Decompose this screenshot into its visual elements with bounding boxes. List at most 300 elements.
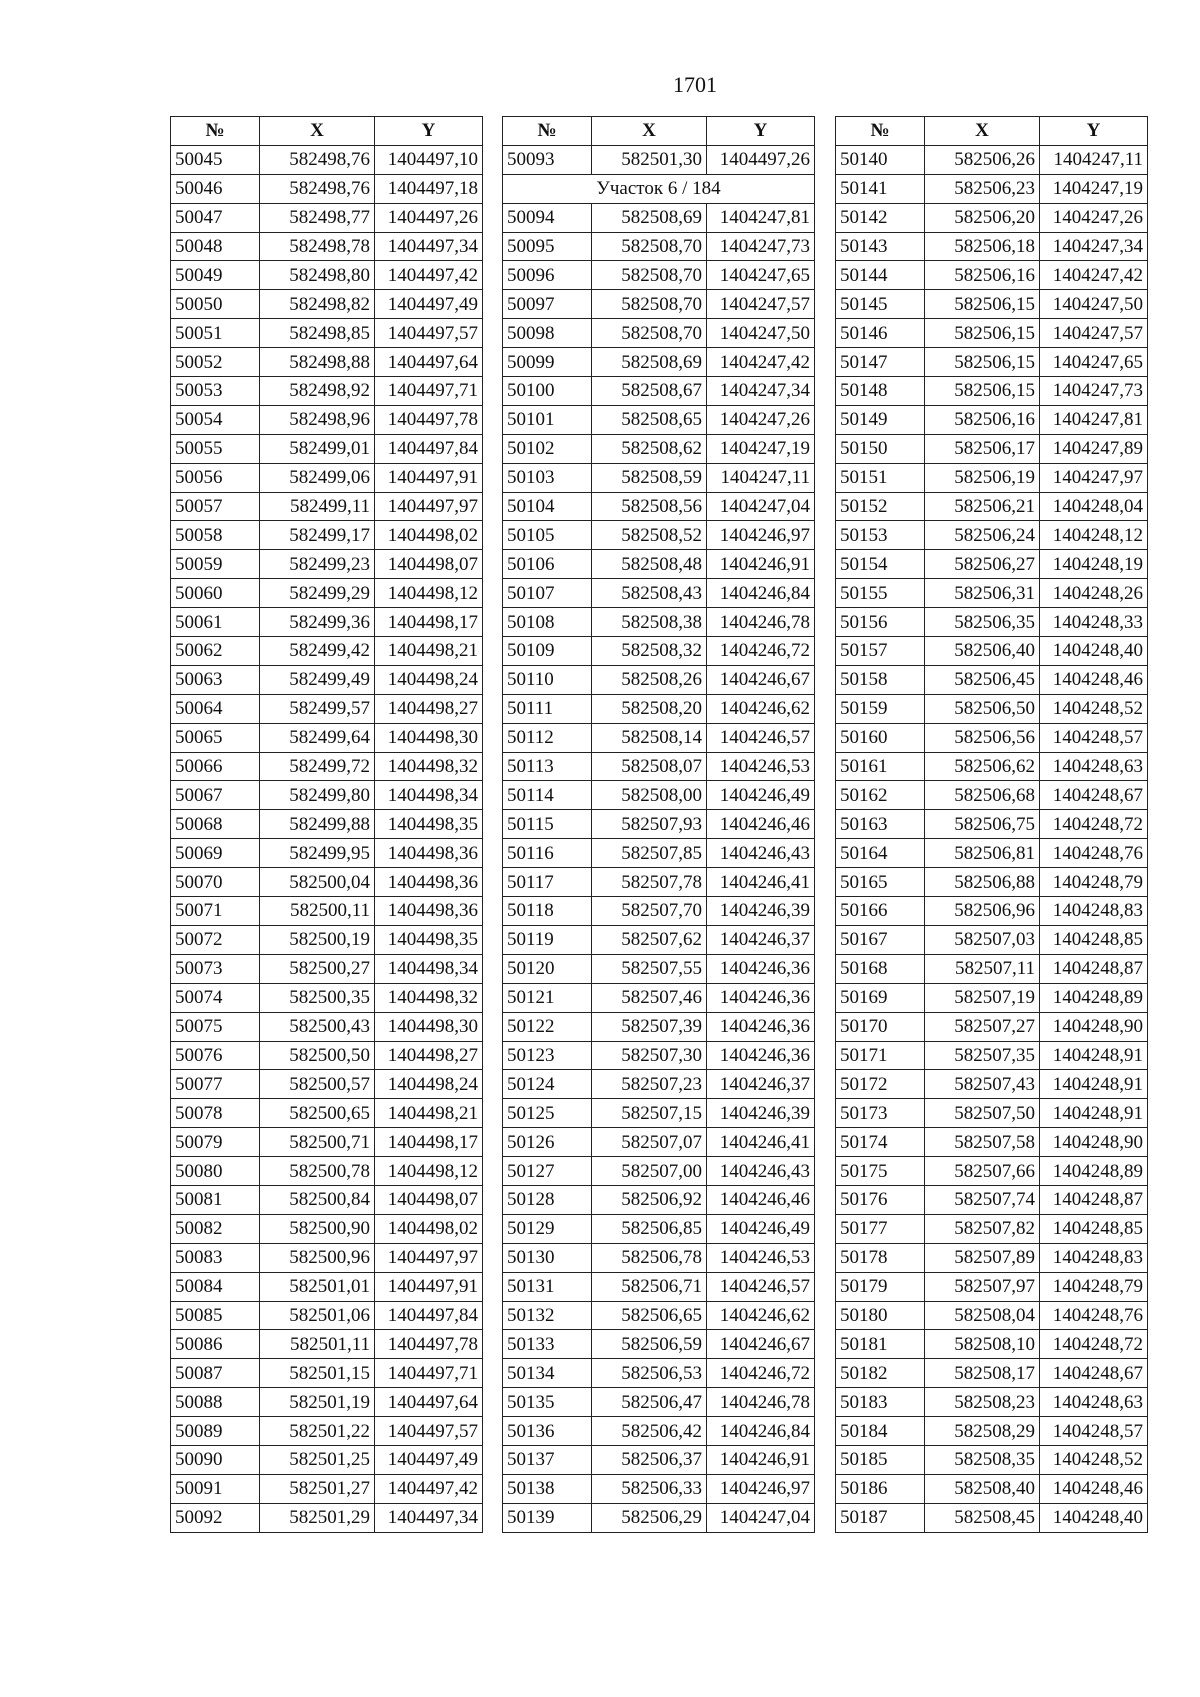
point-number-cell: 50163 (836, 810, 925, 839)
x-coordinate-cell: 582508,65 (592, 405, 707, 434)
point-number-cell: 50048 (171, 232, 260, 261)
point-number-cell: 50090 (171, 1445, 260, 1474)
point-number-cell: 50106 (503, 550, 592, 579)
y-coordinate-cell: 1404247,57 (1040, 319, 1148, 348)
point-number-cell: 50049 (171, 261, 260, 290)
point-number-cell: 50153 (836, 521, 925, 550)
x-coordinate-cell: 582508,52 (592, 521, 707, 550)
x-coordinate-cell: 582498,77 (260, 203, 375, 232)
y-coordinate-cell: 1404248,67 (1040, 1359, 1148, 1388)
x-coordinate-cell: 582508,70 (592, 290, 707, 319)
table-row (503, 145, 815, 174)
point-number-cell: 50091 (171, 1474, 260, 1503)
point-number-cell: 50125 (503, 1099, 592, 1128)
y-coordinate-cell: 1404498,36 (375, 897, 483, 926)
table-row (171, 752, 483, 781)
table-row (171, 261, 483, 290)
y-coordinate-cell: 1404246,43 (707, 1157, 815, 1186)
x-coordinate-cell: 582499,95 (260, 839, 375, 868)
table-row (503, 377, 815, 406)
x-coordinate-cell: 582508,43 (592, 579, 707, 608)
y-coordinate-cell: 1404497,64 (375, 348, 483, 377)
point-number-cell: 50058 (171, 521, 260, 550)
table-row (171, 637, 483, 666)
point-number-cell: 50167 (836, 925, 925, 954)
y-coordinate-cell: 1404248,85 (1040, 1214, 1148, 1243)
point-number-cell: 50054 (171, 405, 260, 434)
point-number-cell: 50137 (503, 1445, 592, 1474)
point-number-cell: 50084 (171, 1272, 260, 1301)
y-coordinate-cell: 1404498,21 (375, 637, 483, 666)
table-row (836, 1330, 1148, 1359)
x-coordinate-cell: 582508,40 (925, 1474, 1040, 1503)
table-row (171, 1474, 483, 1503)
header-y: Y (375, 117, 483, 146)
point-number-cell: 50056 (171, 463, 260, 492)
point-number-cell: 50154 (836, 550, 925, 579)
point-number-cell: 50070 (171, 868, 260, 897)
y-coordinate-cell: 1404246,39 (707, 1099, 815, 1128)
table-row (171, 1417, 483, 1446)
x-coordinate-cell: 582499,88 (260, 810, 375, 839)
y-coordinate-cell: 1404497,97 (375, 492, 483, 521)
x-coordinate-cell: 582499,42 (260, 637, 375, 666)
x-coordinate-cell: 582508,00 (592, 781, 707, 810)
point-number-cell: 50172 (836, 1070, 925, 1099)
table-row (503, 521, 815, 550)
x-coordinate-cell: 582506,65 (592, 1301, 707, 1330)
x-coordinate-cell: 582507,89 (925, 1243, 1040, 1272)
table-row (836, 1041, 1148, 1070)
y-coordinate-cell: 1404247,57 (707, 290, 815, 319)
y-coordinate-cell: 1404247,19 (707, 434, 815, 463)
y-coordinate-cell: 1404247,81 (707, 203, 815, 232)
point-number-cell: 50173 (836, 1099, 925, 1128)
point-number-cell: 50139 (503, 1503, 592, 1532)
x-coordinate-cell: 582508,59 (592, 463, 707, 492)
table-row (171, 348, 483, 377)
x-coordinate-cell: 582507,35 (925, 1041, 1040, 1070)
y-coordinate-cell: 1404497,42 (375, 1474, 483, 1503)
table-row (836, 1070, 1148, 1099)
table-row (171, 1070, 483, 1099)
table-row (836, 925, 1148, 954)
x-coordinate-cell: 582508,69 (592, 203, 707, 232)
y-coordinate-cell: 1404497,18 (375, 174, 483, 203)
x-coordinate-cell: 582501,01 (260, 1272, 375, 1301)
x-coordinate-cell: 582501,19 (260, 1388, 375, 1417)
x-coordinate-cell: 582508,26 (592, 665, 707, 694)
x-coordinate-cell: 582508,45 (925, 1503, 1040, 1532)
x-coordinate-cell: 582508,70 (592, 232, 707, 261)
table-row (171, 1012, 483, 1041)
y-coordinate-cell: 1404498,34 (375, 781, 483, 810)
table-row (836, 723, 1148, 752)
x-coordinate-cell: 582500,90 (260, 1214, 375, 1243)
table-row (171, 1301, 483, 1330)
y-coordinate-cell: 1404247,04 (707, 1503, 815, 1532)
header-x: X (925, 117, 1040, 146)
y-coordinate-cell: 1404498,30 (375, 723, 483, 752)
y-coordinate-cell: 1404248,46 (1040, 1474, 1148, 1503)
x-coordinate-cell: 582507,39 (592, 1012, 707, 1041)
point-number-cell: 50148 (836, 377, 925, 406)
table-row (171, 1503, 483, 1532)
point-number-cell: 50067 (171, 781, 260, 810)
y-coordinate-cell: 1404248,04 (1040, 492, 1148, 521)
table-row (171, 1445, 483, 1474)
x-coordinate-cell: 582506,53 (592, 1359, 707, 1388)
x-coordinate-cell: 582500,65 (260, 1099, 375, 1128)
y-coordinate-cell: 1404246,41 (707, 1128, 815, 1157)
y-coordinate-cell: 1404497,26 (375, 203, 483, 232)
x-coordinate-cell: 582501,06 (260, 1301, 375, 1330)
x-coordinate-cell: 582506,17 (925, 434, 1040, 463)
x-coordinate-cell: 582499,36 (260, 608, 375, 637)
point-number-cell: 50107 (503, 579, 592, 608)
point-number-cell: 50178 (836, 1243, 925, 1272)
x-coordinate-cell: 582507,85 (592, 839, 707, 868)
table-row (836, 954, 1148, 983)
table-row (171, 781, 483, 810)
x-coordinate-cell: 582506,15 (925, 290, 1040, 319)
y-coordinate-cell: 1404246,84 (707, 579, 815, 608)
table-row (171, 665, 483, 694)
x-coordinate-cell: 582507,50 (925, 1099, 1040, 1128)
coordinates-table-2 (502, 116, 815, 1533)
table-row (503, 1214, 815, 1243)
y-coordinate-cell: 1404248,90 (1040, 1012, 1148, 1041)
x-coordinate-cell: 582507,55 (592, 954, 707, 983)
point-number-cell: 50135 (503, 1388, 592, 1417)
point-number-cell: 50147 (836, 348, 925, 377)
x-coordinate-cell: 582499,80 (260, 781, 375, 810)
x-coordinate-cell: 582507,58 (925, 1128, 1040, 1157)
table-row (171, 839, 483, 868)
y-coordinate-cell: 1404247,65 (1040, 348, 1148, 377)
table-row (171, 1359, 483, 1388)
x-coordinate-cell: 582507,66 (925, 1157, 1040, 1186)
y-coordinate-cell: 1404246,72 (707, 637, 815, 666)
table-row (171, 983, 483, 1012)
point-number-cell: 50170 (836, 1012, 925, 1041)
y-coordinate-cell: 1404246,37 (707, 925, 815, 954)
x-coordinate-cell: 582500,57 (260, 1070, 375, 1099)
table-row (836, 1012, 1148, 1041)
x-coordinate-cell: 582506,50 (925, 694, 1040, 723)
x-coordinate-cell: 582506,15 (925, 319, 1040, 348)
table-row (503, 1070, 815, 1099)
x-coordinate-cell: 582500,84 (260, 1185, 375, 1214)
table-row (503, 1185, 815, 1214)
y-coordinate-cell: 1404248,91 (1040, 1041, 1148, 1070)
x-coordinate-cell: 582507,74 (925, 1185, 1040, 1214)
table-row (836, 1099, 1148, 1128)
x-coordinate-cell: 582506,29 (592, 1503, 707, 1532)
x-coordinate-cell: 582506,33 (592, 1474, 707, 1503)
y-coordinate-cell: 1404248,79 (1040, 1272, 1148, 1301)
point-number-cell: 50118 (503, 897, 592, 926)
x-coordinate-cell: 582508,56 (592, 492, 707, 521)
table-row (503, 1330, 815, 1359)
x-coordinate-cell: 582506,68 (925, 781, 1040, 810)
x-coordinate-cell: 582506,20 (925, 203, 1040, 232)
point-number-cell: 50146 (836, 319, 925, 348)
x-coordinate-cell: 582506,31 (925, 579, 1040, 608)
y-coordinate-cell: 1404246,46 (707, 810, 815, 839)
x-coordinate-cell: 582506,27 (925, 550, 1040, 579)
x-coordinate-cell: 582507,78 (592, 868, 707, 897)
point-number-cell: 50079 (171, 1128, 260, 1157)
table-row (503, 897, 815, 926)
x-coordinate-cell: 582508,70 (592, 261, 707, 290)
y-coordinate-cell: 1404248,52 (1040, 694, 1148, 723)
table-row (836, 1301, 1148, 1330)
y-coordinate-cell: 1404498,02 (375, 1214, 483, 1243)
point-number-cell: 50046 (171, 174, 260, 203)
table-row (836, 752, 1148, 781)
header-x: X (260, 117, 375, 146)
point-number-cell: 50149 (836, 405, 925, 434)
table-row (503, 319, 815, 348)
x-coordinate-cell: 582506,42 (592, 1417, 707, 1446)
point-number-cell: 50179 (836, 1272, 925, 1301)
table-row (503, 463, 815, 492)
y-coordinate-cell: 1404248,83 (1040, 897, 1148, 926)
x-coordinate-cell: 582507,82 (925, 1214, 1040, 1243)
y-coordinate-cell: 1404248,85 (1040, 925, 1148, 954)
table-row (503, 261, 815, 290)
y-coordinate-cell: 1404248,87 (1040, 954, 1148, 983)
x-coordinate-cell: 582501,22 (260, 1417, 375, 1446)
table-row (503, 203, 815, 232)
point-number-cell: 50141 (836, 174, 925, 203)
point-number-cell: 50134 (503, 1359, 592, 1388)
y-coordinate-cell: 1404247,42 (1040, 261, 1148, 290)
x-coordinate-cell: 582506,18 (925, 232, 1040, 261)
point-number-cell: 50050 (171, 290, 260, 319)
point-number-cell: 50138 (503, 1474, 592, 1503)
table-row (503, 752, 815, 781)
table-row (171, 1099, 483, 1128)
table-row (836, 608, 1148, 637)
table-row (836, 1474, 1148, 1503)
x-coordinate-cell: 582506,92 (592, 1185, 707, 1214)
point-number-cell: 50129 (503, 1214, 592, 1243)
y-coordinate-cell: 1404497,49 (375, 290, 483, 319)
x-coordinate-cell: 582508,29 (925, 1417, 1040, 1446)
point-number-cell: 50176 (836, 1185, 925, 1214)
x-coordinate-cell: 582500,71 (260, 1128, 375, 1157)
point-number-cell: 50142 (836, 203, 925, 232)
table-row (503, 1012, 815, 1041)
point-number-cell: 50164 (836, 839, 925, 868)
y-coordinate-cell: 1404497,42 (375, 261, 483, 290)
point-number-cell: 50117 (503, 868, 592, 897)
point-number-cell: 50060 (171, 579, 260, 608)
point-number-cell: 50053 (171, 377, 260, 406)
table-row (836, 1272, 1148, 1301)
header-y: Y (1040, 117, 1148, 146)
table-row (836, 1417, 1148, 1446)
point-number-cell: 50124 (503, 1070, 592, 1099)
point-number-cell: 50102 (503, 434, 592, 463)
x-coordinate-cell: 582508,70 (592, 319, 707, 348)
table-row (171, 1128, 483, 1157)
y-coordinate-cell: 1404497,78 (375, 405, 483, 434)
coordinates-table-1 (170, 116, 483, 1533)
point-number-cell: 50061 (171, 608, 260, 637)
y-coordinate-cell: 1404246,62 (707, 694, 815, 723)
y-coordinate-cell: 1404498,24 (375, 1070, 483, 1099)
point-number-cell: 50136 (503, 1417, 592, 1446)
point-number-cell: 50140 (836, 145, 925, 174)
y-coordinate-cell: 1404248,12 (1040, 521, 1148, 550)
x-coordinate-cell: 582507,03 (925, 925, 1040, 954)
y-coordinate-cell: 1404497,57 (375, 1417, 483, 1446)
point-number-cell: 50115 (503, 810, 592, 839)
x-coordinate-cell: 582507,97 (925, 1272, 1040, 1301)
y-coordinate-cell: 1404246,72 (707, 1359, 815, 1388)
x-coordinate-cell: 582508,07 (592, 752, 707, 781)
point-number-cell: 50128 (503, 1185, 592, 1214)
y-coordinate-cell: 1404497,10 (375, 145, 483, 174)
y-coordinate-cell: 1404248,46 (1040, 665, 1148, 694)
y-coordinate-cell: 1404497,71 (375, 377, 483, 406)
table-row (503, 405, 815, 434)
y-coordinate-cell: 1404248,79 (1040, 868, 1148, 897)
x-coordinate-cell: 582506,81 (925, 839, 1040, 868)
table-row (836, 1214, 1148, 1243)
point-number-cell: 50121 (503, 983, 592, 1012)
x-coordinate-cell: 582501,15 (260, 1359, 375, 1388)
x-coordinate-cell: 582500,35 (260, 983, 375, 1012)
table-row (503, 1388, 815, 1417)
y-coordinate-cell: 1404246,97 (707, 1474, 815, 1503)
x-coordinate-cell: 582507,07 (592, 1128, 707, 1157)
point-number-cell: 50187 (836, 1503, 925, 1532)
table-header-row (836, 117, 1148, 146)
y-coordinate-cell: 1404246,84 (707, 1417, 815, 1446)
point-number-cell: 50130 (503, 1243, 592, 1272)
x-coordinate-cell: 582506,96 (925, 897, 1040, 926)
x-coordinate-cell: 582506,45 (925, 665, 1040, 694)
x-coordinate-cell: 582506,15 (925, 377, 1040, 406)
table-row (503, 1445, 815, 1474)
x-coordinate-cell: 582508,38 (592, 608, 707, 637)
header-x: X (592, 117, 707, 146)
table-row (503, 1272, 815, 1301)
point-number-cell: 50065 (171, 723, 260, 752)
y-coordinate-cell: 1404246,57 (707, 723, 815, 752)
point-number-cell: 50082 (171, 1214, 260, 1243)
point-number-cell: 50085 (171, 1301, 260, 1330)
x-coordinate-cell: 582500,11 (260, 897, 375, 926)
point-number-cell: 50110 (503, 665, 592, 694)
x-coordinate-cell: 582501,11 (260, 1330, 375, 1359)
point-number-cell: 50132 (503, 1301, 592, 1330)
x-coordinate-cell: 582507,27 (925, 1012, 1040, 1041)
point-number-cell: 50101 (503, 405, 592, 434)
y-coordinate-cell: 1404246,57 (707, 1272, 815, 1301)
point-number-cell: 50143 (836, 232, 925, 261)
table-row (503, 1128, 815, 1157)
y-coordinate-cell: 1404497,84 (375, 1301, 483, 1330)
x-coordinate-cell: 582500,43 (260, 1012, 375, 1041)
table-row (171, 550, 483, 579)
table-row (836, 868, 1148, 897)
table-row (171, 723, 483, 752)
table-row (503, 1243, 815, 1272)
y-coordinate-cell: 1404248,72 (1040, 810, 1148, 839)
x-coordinate-cell: 582506,19 (925, 463, 1040, 492)
point-number-cell: 50066 (171, 752, 260, 781)
table-row (503, 781, 815, 810)
point-number-cell: 50181 (836, 1330, 925, 1359)
point-number-cell: 50064 (171, 694, 260, 723)
x-coordinate-cell: 582506,75 (925, 810, 1040, 839)
table-row (836, 261, 1148, 290)
y-coordinate-cell: 1404497,71 (375, 1359, 483, 1388)
table-row (503, 348, 815, 377)
y-coordinate-cell: 1404248,40 (1040, 637, 1148, 666)
point-number-cell: 50095 (503, 232, 592, 261)
table-row (836, 377, 1148, 406)
point-number-cell: 50109 (503, 637, 592, 666)
y-coordinate-cell: 1404248,33 (1040, 608, 1148, 637)
y-coordinate-cell: 1404498,34 (375, 954, 483, 983)
x-coordinate-cell: 582499,49 (260, 665, 375, 694)
y-coordinate-cell: 1404247,34 (707, 377, 815, 406)
y-coordinate-cell: 1404498,27 (375, 694, 483, 723)
y-coordinate-cell: 1404498,35 (375, 810, 483, 839)
y-coordinate-cell: 1404247,73 (1040, 377, 1148, 406)
table-row (503, 954, 815, 983)
y-coordinate-cell: 1404246,36 (707, 1012, 815, 1041)
point-number-cell: 50093 (503, 145, 592, 174)
x-coordinate-cell: 582507,46 (592, 983, 707, 1012)
y-coordinate-cell: 1404246,36 (707, 954, 815, 983)
x-coordinate-cell: 582499,72 (260, 752, 375, 781)
x-coordinate-cell: 582506,59 (592, 1330, 707, 1359)
table-row (503, 579, 815, 608)
x-coordinate-cell: 582507,23 (592, 1070, 707, 1099)
point-number-cell: 50166 (836, 897, 925, 926)
table-row (836, 1388, 1148, 1417)
header-number: № (503, 117, 592, 146)
y-coordinate-cell: 1404498,07 (375, 550, 483, 579)
y-coordinate-cell: 1404248,76 (1040, 1301, 1148, 1330)
x-coordinate-cell: 582506,62 (925, 752, 1040, 781)
y-coordinate-cell: 1404246,36 (707, 1041, 815, 1070)
x-coordinate-cell: 582508,69 (592, 348, 707, 377)
x-coordinate-cell: 582508,04 (925, 1301, 1040, 1330)
table-row (171, 319, 483, 348)
point-number-cell: 50076 (171, 1041, 260, 1070)
y-coordinate-cell: 1404498,02 (375, 521, 483, 550)
y-coordinate-cell: 1404498,12 (375, 579, 483, 608)
point-number-cell: 50162 (836, 781, 925, 810)
point-number-cell: 50071 (171, 897, 260, 926)
point-number-cell: 50098 (503, 319, 592, 348)
point-number-cell: 50099 (503, 348, 592, 377)
table-row (171, 174, 483, 203)
x-coordinate-cell: 582500,50 (260, 1041, 375, 1070)
table-row (171, 405, 483, 434)
y-coordinate-cell: 1404247,26 (707, 405, 815, 434)
y-coordinate-cell: 1404247,04 (707, 492, 815, 521)
table-row (503, 1474, 815, 1503)
